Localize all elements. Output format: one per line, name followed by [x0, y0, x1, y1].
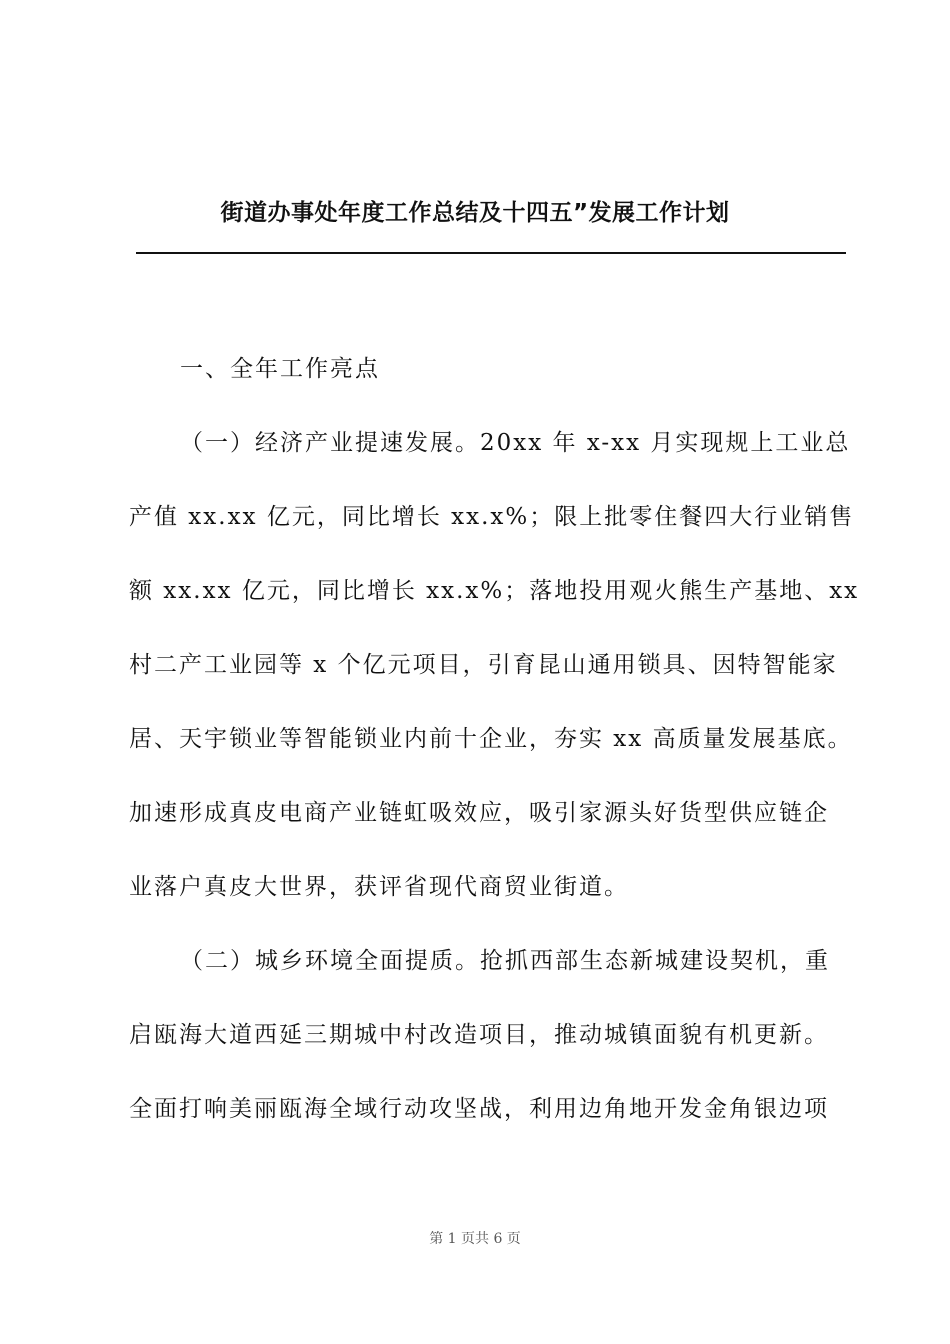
paragraph-line: （一）经济产业提速发展。20xx 年 x-xx 月实现规上工业总 — [180, 430, 851, 456]
paragraph-line: 启瓯海大道西延三期城中村改造项目，推动城镇面貌有机更新。 — [129, 1022, 829, 1048]
document-title: 街道办事处年度工作总结及十四五”发展工作计划 — [220, 200, 730, 226]
paragraph-line: 村二产工业园等 x 个亿元项目，引育昆山通用锁具、因特智能家 — [129, 652, 838, 678]
title-underline — [136, 252, 846, 254]
paragraph-line: 加速形成真皮电商产业链虹吸效应，吸引家源头好货型供应链企 — [129, 800, 829, 826]
paragraph-line: （二）城乡环境全面提质。抢抓西部生态新城建设契机，重 — [180, 948, 830, 974]
paragraph-line: 产值 xx.xx 亿元，同比增长 xx.x%；限上批零住餐四大行业销售 — [129, 504, 855, 530]
paragraph-line: 业落户真皮大世界，获评省现代商贸业街道。 — [129, 874, 629, 900]
section-heading: 一、全年工作亮点 — [180, 356, 380, 382]
page-footer: 第 1 页共 6 页 — [429, 1231, 521, 1247]
paragraph-line: 全面打响美丽瓯海全域行动攻坚战，利用边角地开发金角银边项 — [129, 1096, 829, 1122]
paragraph-line: 额 xx.xx 亿元，同比增长 xx.x%；落地投用观火熊生产基地、xx — [129, 578, 860, 604]
paragraph-line: 居、天宇锁业等智能锁业内前十企业，夯实 xx 高质量发展基底。 — [129, 726, 853, 752]
